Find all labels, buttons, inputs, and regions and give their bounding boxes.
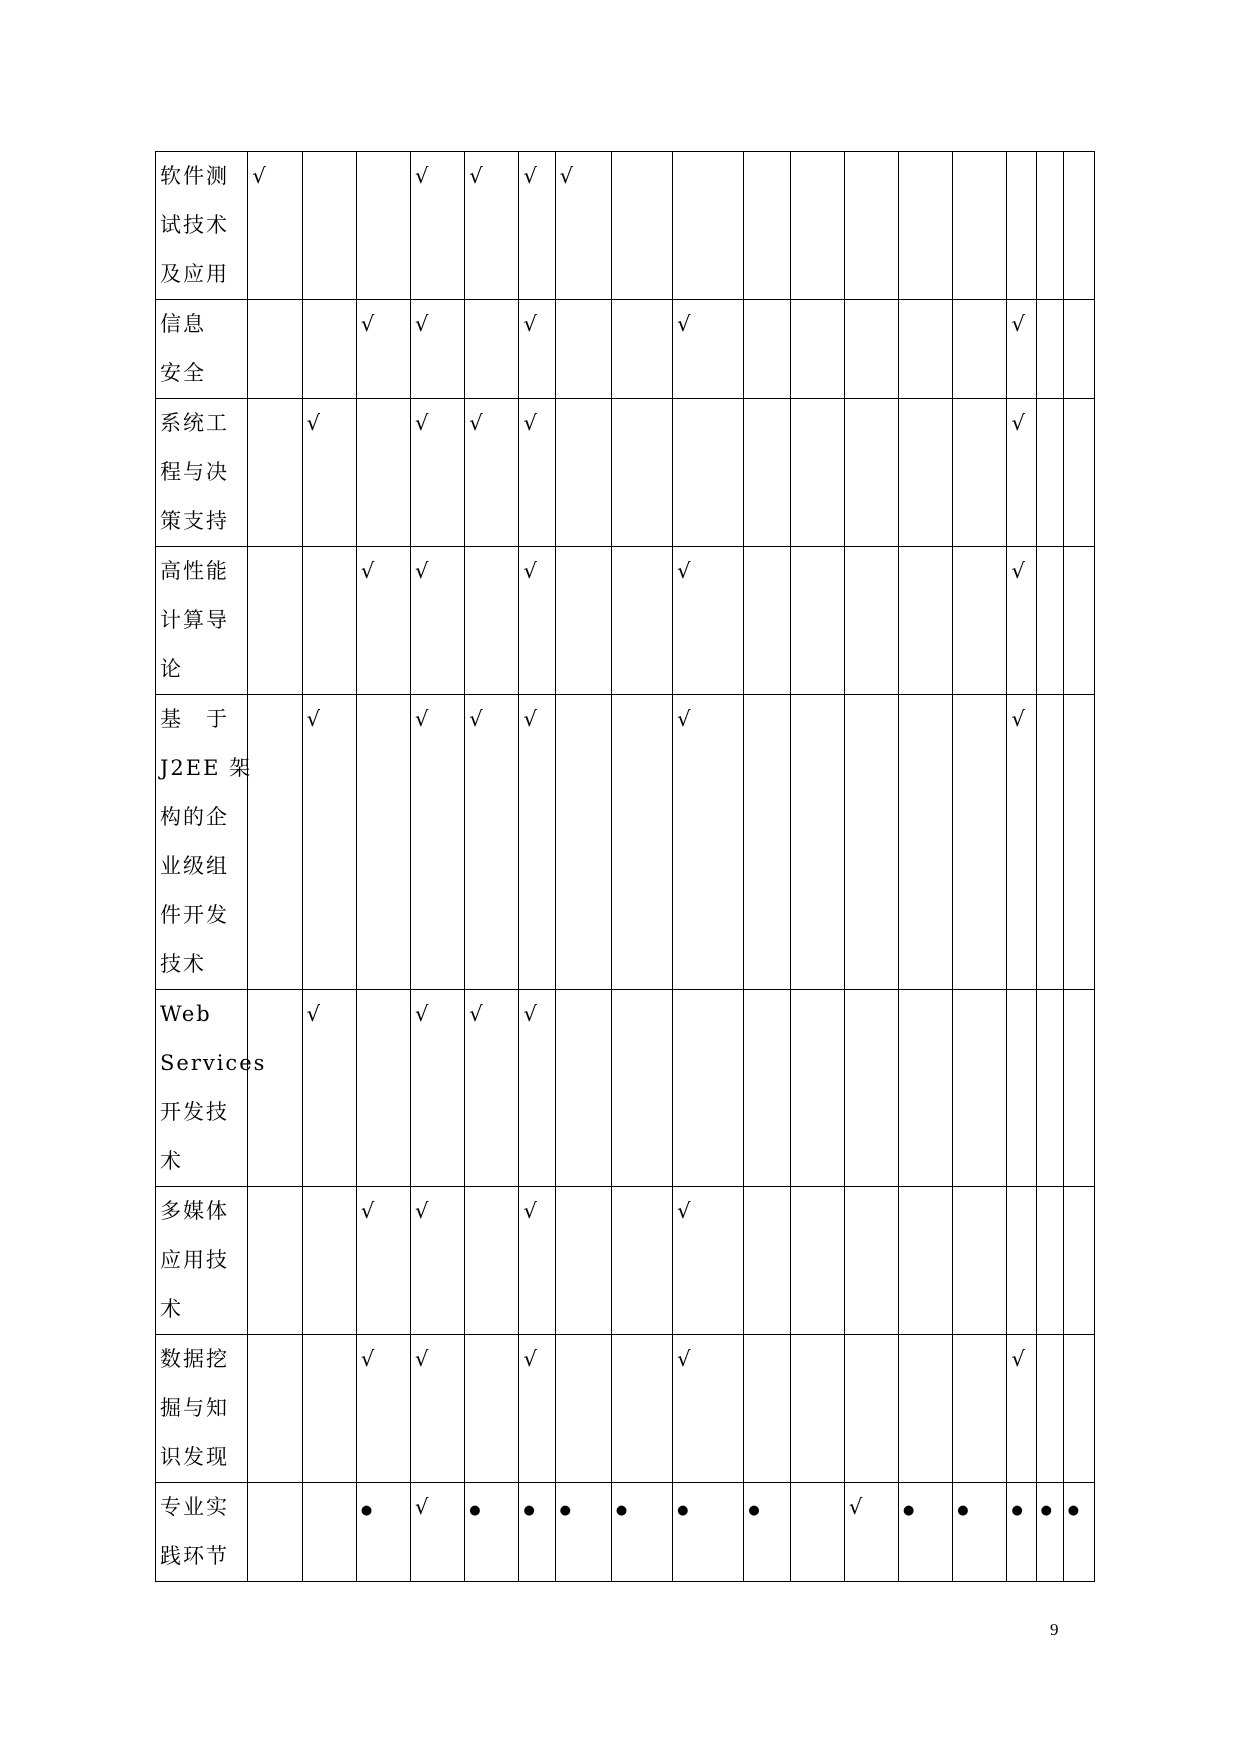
dot-mark: ● [469,1503,481,1518]
dot-mark: ● [903,1503,915,1518]
course-name-cell [156,1187,248,1335]
dot-mark: ● [523,1503,535,1518]
mark-cell [465,300,519,399]
course-name-line: 掘与知 [160,1396,229,1420]
table-row [156,152,1095,300]
course-name-line: 试技术 [160,213,229,237]
check-mark: √ [306,707,320,731]
mark-cell [1036,695,1063,990]
mark-cell [302,300,356,399]
mark-cell [465,695,519,990]
check-mark: √ [360,559,375,583]
mark-cell [302,1483,356,1582]
mark-cell [1063,399,1094,547]
course-name-line: 软件测 [160,164,229,188]
mark-cell [356,152,410,300]
mark-cell [611,152,672,300]
check-mark: √ [469,707,483,731]
course-name-line: 程与决 [160,460,229,484]
dot-mark: ● [748,1503,760,1518]
mark-cell [519,547,555,695]
mark-cell [1036,990,1063,1187]
matrix-body [156,152,1095,1582]
mark-cell [673,1483,744,1582]
mark-cell [248,300,302,399]
mark-cell [790,399,844,547]
course-name-line: 构的企 [160,805,229,829]
mark-cell [611,695,672,990]
course-name-line: 技术 [160,952,206,976]
table-row [156,990,1095,1187]
course-name-line: 多媒体 [160,1199,229,1223]
mark-cell [555,1187,611,1335]
mark-cell [356,547,410,695]
check-mark: √ [360,1347,375,1371]
mark-cell [1063,1335,1094,1483]
mark-cell [555,399,611,547]
mark-cell [790,152,844,300]
mark-cell [744,1335,790,1483]
mark-cell [248,1187,302,1335]
course-name-line: 术 [160,1297,183,1321]
course-name-cell [156,547,248,695]
dot-mark: ● [360,1503,373,1518]
mark-cell [555,695,611,990]
mark-cell [248,547,302,695]
mark-cell [953,1483,1007,1582]
mark-cell [953,547,1007,695]
check-mark: √ [415,1199,429,1223]
mark-cell [611,1187,672,1335]
table-row [156,1187,1095,1335]
course-name-line: Services [160,1051,267,1075]
course-name-line: 计算导 [160,608,229,632]
mark-cell [411,1335,465,1483]
mark-cell [673,1187,744,1335]
mark-cell [356,399,410,547]
mark-cell [899,152,953,300]
mark-cell [356,990,410,1187]
mark-cell [611,1335,672,1483]
mark-cell [411,152,465,300]
table-row [156,300,1095,399]
mark-cell [790,1483,844,1582]
check-mark: √ [677,312,691,336]
mark-cell [1007,695,1036,990]
mark-cell [899,990,953,1187]
mark-cell [844,990,898,1187]
mark-cell [844,695,898,990]
mark-cell [248,990,302,1187]
check-mark: √ [469,411,483,435]
mark-cell [519,152,555,300]
course-name-cell [156,1335,248,1483]
check-mark: √ [523,1199,537,1223]
mark-cell [465,152,519,300]
mark-cell [844,152,898,300]
check-mark: √ [848,1495,863,1519]
mark-cell [1063,695,1094,990]
check-mark: √ [523,559,537,583]
mark-cell [844,1335,898,1483]
mark-cell [1036,399,1063,547]
mark-cell [844,399,898,547]
mark-cell [790,1335,844,1483]
mark-cell [899,300,953,399]
mark-cell [844,1483,898,1582]
check-mark: √ [523,312,537,336]
mark-cell [1007,152,1036,300]
mark-cell [1063,990,1094,1187]
check-mark: √ [523,1002,537,1026]
mark-cell [844,547,898,695]
dot-mark: ● [1067,1503,1080,1518]
mark-cell [899,547,953,695]
mark-cell [465,1187,519,1335]
mark-cell [555,990,611,1187]
course-name-cell [156,990,267,1187]
course-name-line: 信息 [160,312,206,336]
mark-cell [744,1483,790,1582]
mark-cell [411,547,465,695]
mark-cell [519,990,555,1187]
mark-cell [465,990,519,1187]
mark-cell [465,1483,519,1582]
mark-cell [1036,1335,1063,1483]
mark-cell [1036,152,1063,300]
mark-cell [673,547,744,695]
mark-cell [744,1187,790,1335]
mark-cell [411,695,465,990]
mark-cell [611,547,672,695]
mark-cell [356,1187,410,1335]
check-mark: √ [1011,559,1025,583]
mark-cell [519,1335,555,1483]
mark-cell [519,399,555,547]
mark-cell [1063,1187,1094,1335]
check-mark: √ [415,164,429,188]
mark-cell [611,1483,672,1582]
course-name-line: 系统工 [160,411,229,435]
mark-cell [411,1187,465,1335]
check-mark: √ [677,1199,691,1223]
mark-cell [411,399,465,547]
course-name-line: 开发技 [160,1100,229,1124]
mark-cell [744,152,790,300]
mark-cell [1036,1187,1063,1335]
mark-cell [673,300,744,399]
mark-cell [744,990,790,1187]
mark-cell [673,399,744,547]
check-mark: √ [1011,707,1025,731]
course-name-line: 论 [160,657,183,681]
dot-mark: ● [559,1503,571,1518]
mark-cell [611,399,672,547]
mark-cell [248,152,302,300]
mark-cell [302,399,356,547]
mark-cell [519,1187,555,1335]
course-name-line: 应用技 [160,1248,229,1272]
check-mark: √ [415,312,429,336]
course-name-line: 业级组 [160,854,229,878]
check-mark: √ [306,411,320,435]
mark-cell [673,152,744,300]
mark-cell [302,152,356,300]
check-mark: √ [559,164,574,188]
mark-cell [953,990,1007,1187]
check-mark: √ [415,707,429,731]
course-requirement-matrix [155,151,1095,1582]
mark-cell [1007,1187,1036,1335]
check-mark: √ [252,164,266,188]
mark-cell [1063,300,1094,399]
check-mark: √ [469,1002,483,1026]
table-row [156,547,1095,695]
check-mark: √ [523,411,537,435]
mark-cell [555,1483,611,1582]
mark-cell [1007,399,1036,547]
check-mark: √ [523,164,537,188]
mark-cell [1036,300,1063,399]
mark-cell [465,547,519,695]
check-mark: √ [415,1002,429,1026]
page-number: 9 [1050,1620,1059,1639]
mark-cell [555,547,611,695]
mark-cell [411,990,465,1187]
mark-cell [519,300,555,399]
dot-mark: ● [677,1503,689,1518]
check-mark: √ [415,1495,429,1519]
table-row [156,1483,1095,1582]
check-mark: √ [677,559,691,583]
check-mark: √ [1011,312,1025,336]
course-name-cell [156,399,248,547]
check-mark: √ [523,1347,537,1371]
mark-cell [899,1483,953,1582]
mark-cell [248,399,302,547]
table-row [156,695,1095,990]
check-mark: √ [1011,1347,1025,1371]
mark-cell [356,300,410,399]
mark-cell [899,1335,953,1483]
course-name-line: 践环节 [160,1544,229,1568]
course-name-line: 识发现 [160,1445,229,1469]
mark-cell [411,1483,465,1582]
dot-mark: ● [615,1503,628,1518]
mark-cell [248,1335,302,1483]
course-name-cell [156,695,253,990]
mark-cell [673,1335,744,1483]
course-name-line: 策支持 [160,509,229,533]
mark-cell [953,695,1007,990]
table-row [156,399,1095,547]
mark-cell [465,399,519,547]
check-mark: √ [415,559,429,583]
mark-cell [302,695,356,990]
course-name-line: 高性能 [160,559,229,583]
check-mark: √ [469,164,483,188]
mark-cell [953,300,1007,399]
mark-cell [744,399,790,547]
mark-cell [555,300,611,399]
check-mark: √ [360,1199,375,1223]
mark-cell [356,1483,410,1582]
mark-cell [465,1335,519,1483]
mark-cell [519,695,555,990]
mark-cell [790,547,844,695]
mark-cell [899,1187,953,1335]
mark-cell [611,990,672,1187]
check-mark: √ [523,707,537,731]
mark-cell [744,300,790,399]
mark-cell [844,300,898,399]
mark-cell [356,695,410,990]
mark-cell [790,990,844,1187]
course-name-line: 基 于 [160,707,229,731]
mark-cell [673,990,744,1187]
mark-cell [790,695,844,990]
check-mark: √ [360,312,375,336]
mark-cell [248,695,302,990]
course-name-line: 件开发 [160,903,229,927]
mark-cell [1007,1335,1036,1483]
mark-cell [953,152,1007,300]
mark-cell [899,695,953,990]
check-mark: √ [677,707,691,731]
course-name-line: J2EE 架 [160,756,253,780]
mark-cell [1063,1483,1094,1582]
mark-cell [744,547,790,695]
mark-cell [1007,990,1036,1187]
mark-cell [519,1483,555,1582]
mark-cell [1007,1483,1036,1582]
mark-cell [302,1187,356,1335]
mark-cell [1007,547,1036,695]
mark-cell [411,300,465,399]
mark-cell [953,1335,1007,1483]
mark-cell [899,399,953,547]
course-name-cell [156,152,248,300]
check-mark: √ [1011,411,1025,435]
dot-mark: ● [1011,1503,1023,1518]
mark-cell [1036,1483,1063,1582]
check-mark: √ [306,1002,320,1026]
mark-cell [611,300,672,399]
mark-cell [953,1187,1007,1335]
mark-cell [744,695,790,990]
course-name-line: 术 [160,1149,183,1173]
mark-cell [1007,300,1036,399]
course-name-cell [156,300,248,399]
mark-cell [555,1335,611,1483]
dot-mark: ● [1040,1503,1052,1518]
course-name-line: 数据挖 [160,1347,229,1371]
mark-cell [302,547,356,695]
mark-cell [1063,547,1094,695]
mark-cell [953,399,1007,547]
mark-cell [555,152,611,300]
mark-cell [356,1335,410,1483]
check-mark: √ [415,411,429,435]
mark-cell [248,1483,302,1582]
dot-mark: ● [957,1503,969,1518]
check-mark: √ [415,1347,429,1371]
mark-cell [302,1335,356,1483]
table-row [156,1335,1095,1483]
mark-cell [673,695,744,990]
mark-cell [790,1187,844,1335]
check-mark: √ [677,1347,691,1371]
course-name-line: 及应用 [160,262,229,286]
course-name-line: 专业实 [160,1495,229,1519]
mark-cell [790,300,844,399]
course-name-cell [156,1483,248,1582]
mark-cell [302,990,356,1187]
course-name-line: 安全 [160,361,206,385]
mark-cell [1063,152,1094,300]
mark-cell [844,1187,898,1335]
course-name-line: Web [160,1002,212,1026]
mark-cell [1036,547,1063,695]
